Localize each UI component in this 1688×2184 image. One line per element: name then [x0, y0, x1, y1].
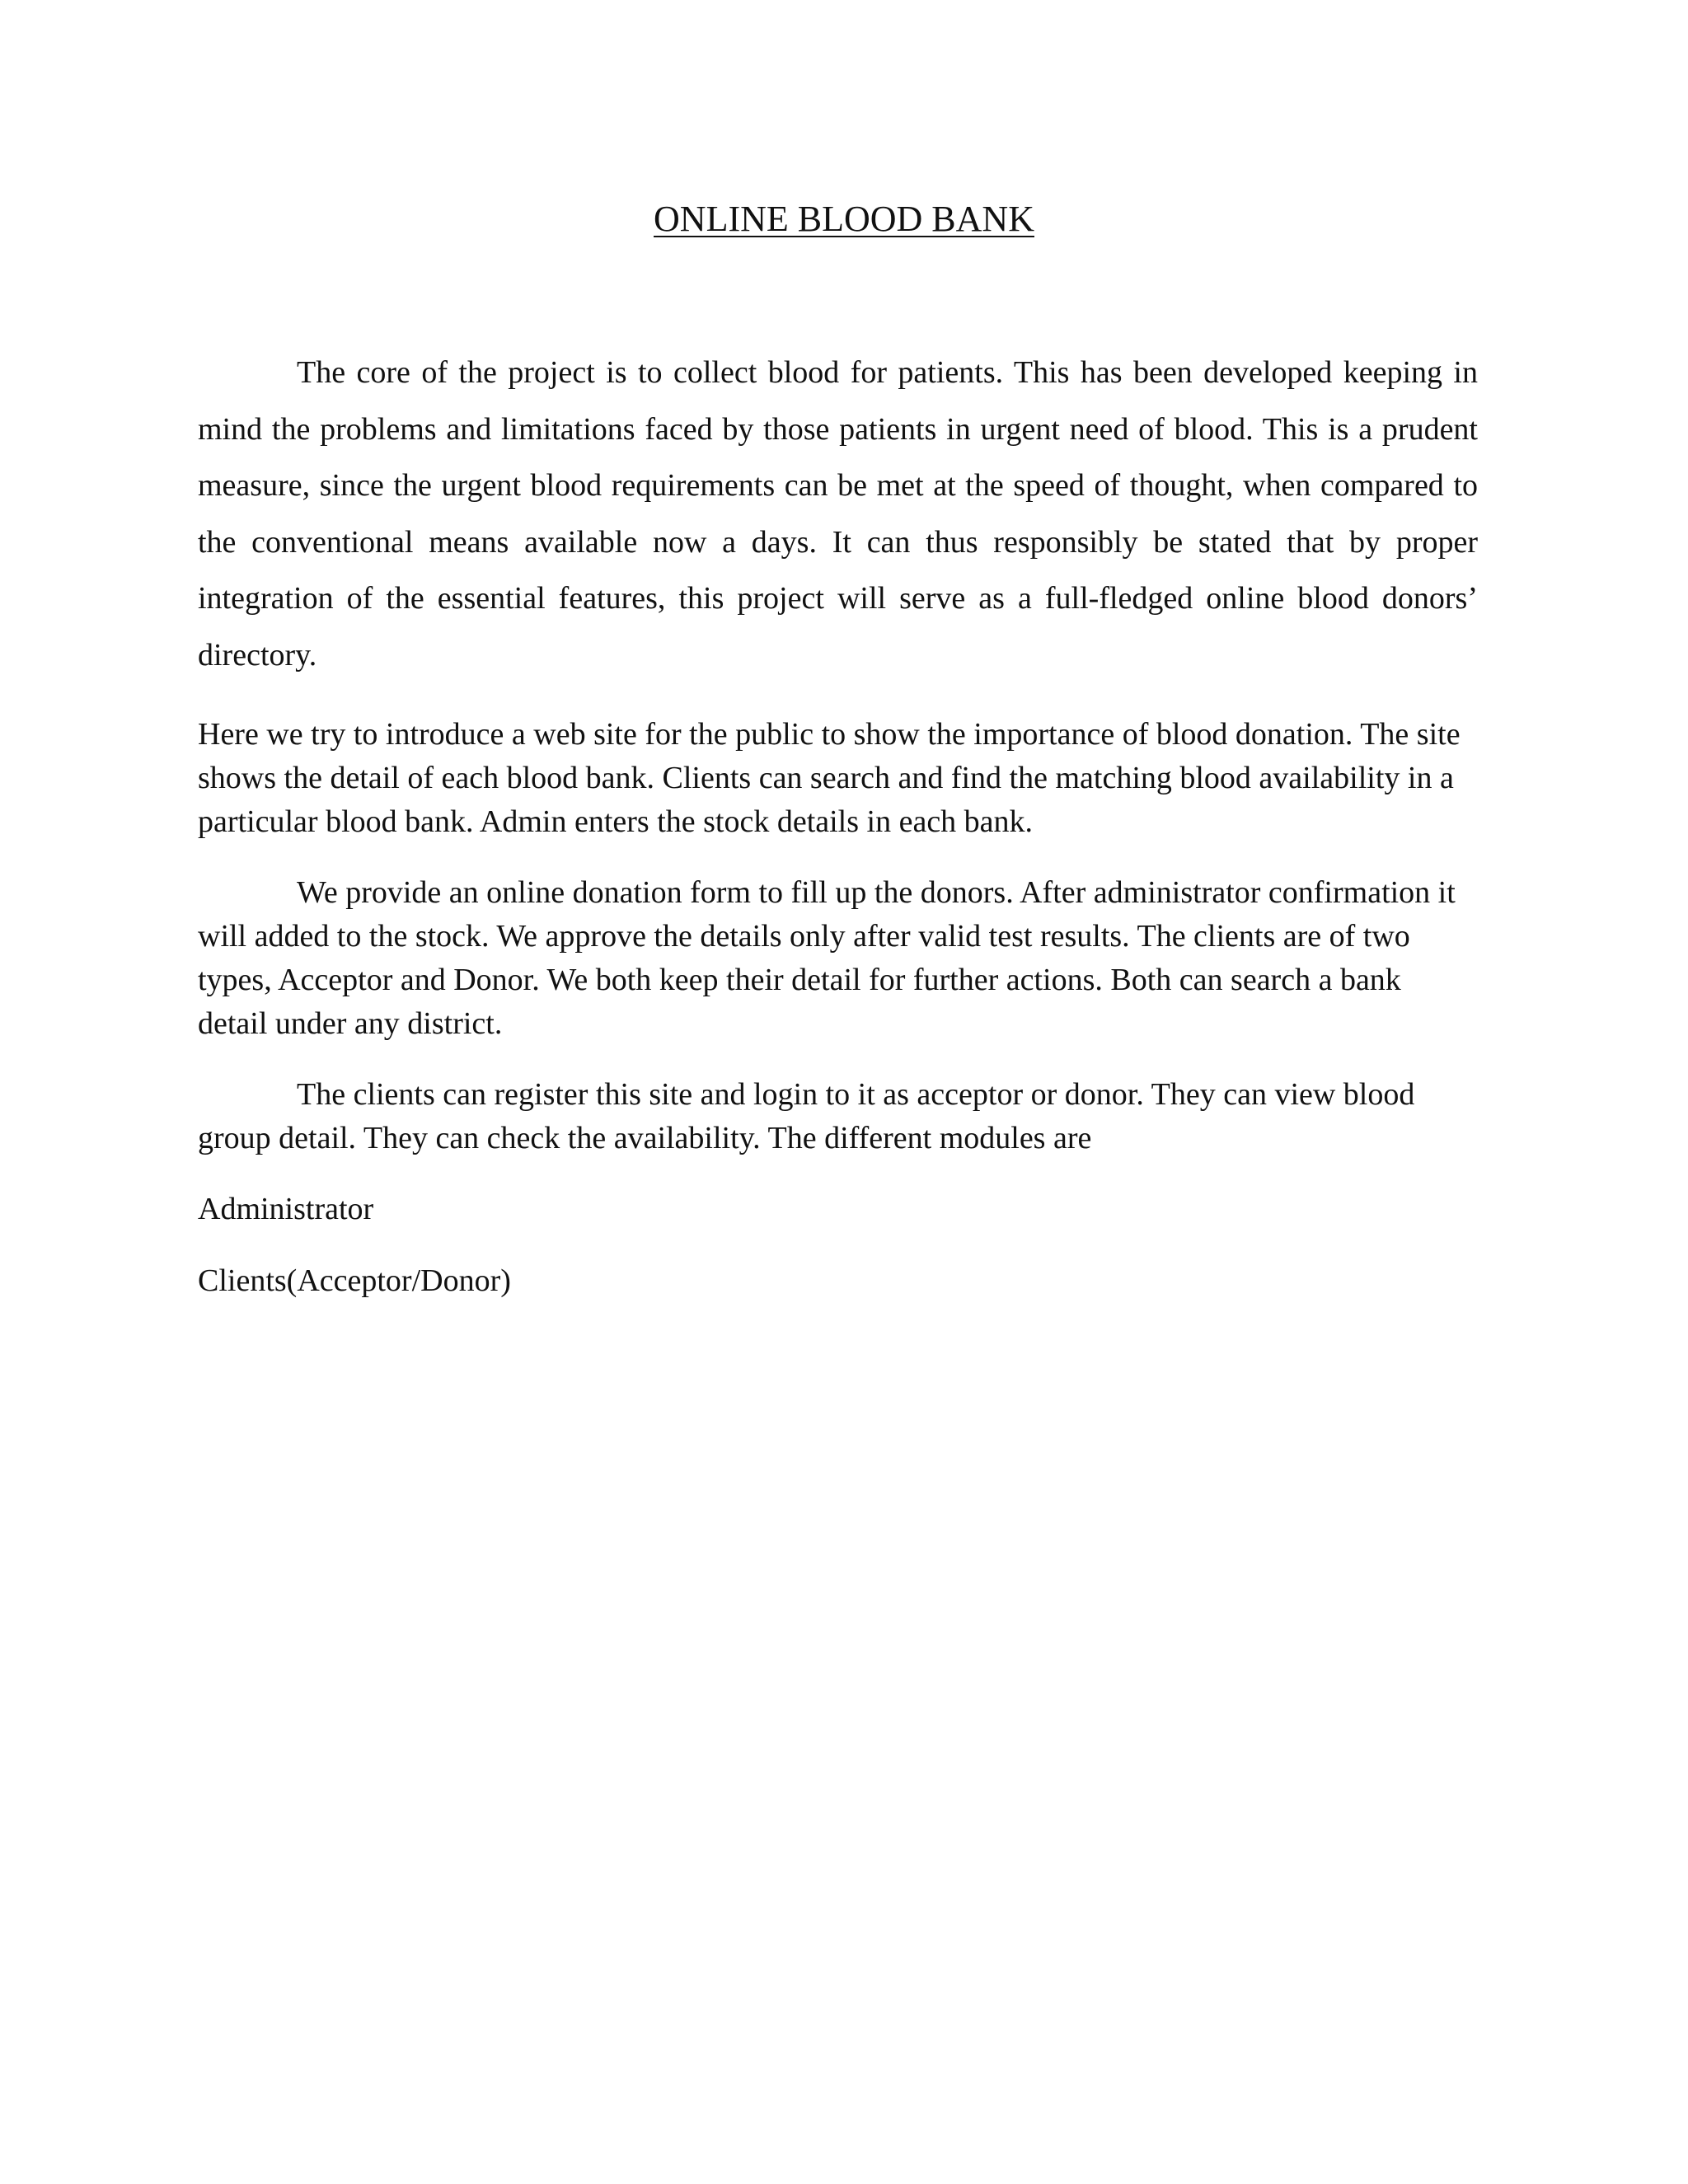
paragraph-website-overview: Here we try to introduce a web site for the public to show the importance of blood donation. The site shows the detail of each blood bank. Clients can search and find the matching blood availability in a particular blood bank. Admin enters the stock details in each bank.: [198, 717, 1461, 839]
module-item-clients: Clients(Acceptor/Donor): [198, 1263, 511, 1298]
paragraph-donation-form: We provide an online donation form to fill up the donors. After administrator confirmation it will added to the stock. We approve the details only after valid test results. The clients are of two types, Acceptor and Donor. We both keep their detail for further actions. Both can search a bank detail under any district.: [198, 875, 1456, 1041]
module-item-administrator: Administrator: [198, 1192, 374, 1226]
page-title-text: ONLINE BLOOD BANK: [654, 199, 1034, 239]
page-title: [0, 198, 1688, 241]
paragraph-intro: The core of the project is to collect blood for patients. This has been developed keeping in mind the problems and limitations faced by those patients in urgent need of blood. This is a prudent measure, since the urgent blood requirements can be met at the speed of thought, when compared to the conventional means available now a days. It can thus responsibly be stated that by proper integration of the essential features, this project will serve as a full-fledged online blood donors’ directory.: [198, 355, 1478, 673]
paragraph-client-registration: The clients can register this site and login to it as acceptor or donor. They can view blood group detail. They can check the availability. The different modules are: [198, 1077, 1415, 1155]
